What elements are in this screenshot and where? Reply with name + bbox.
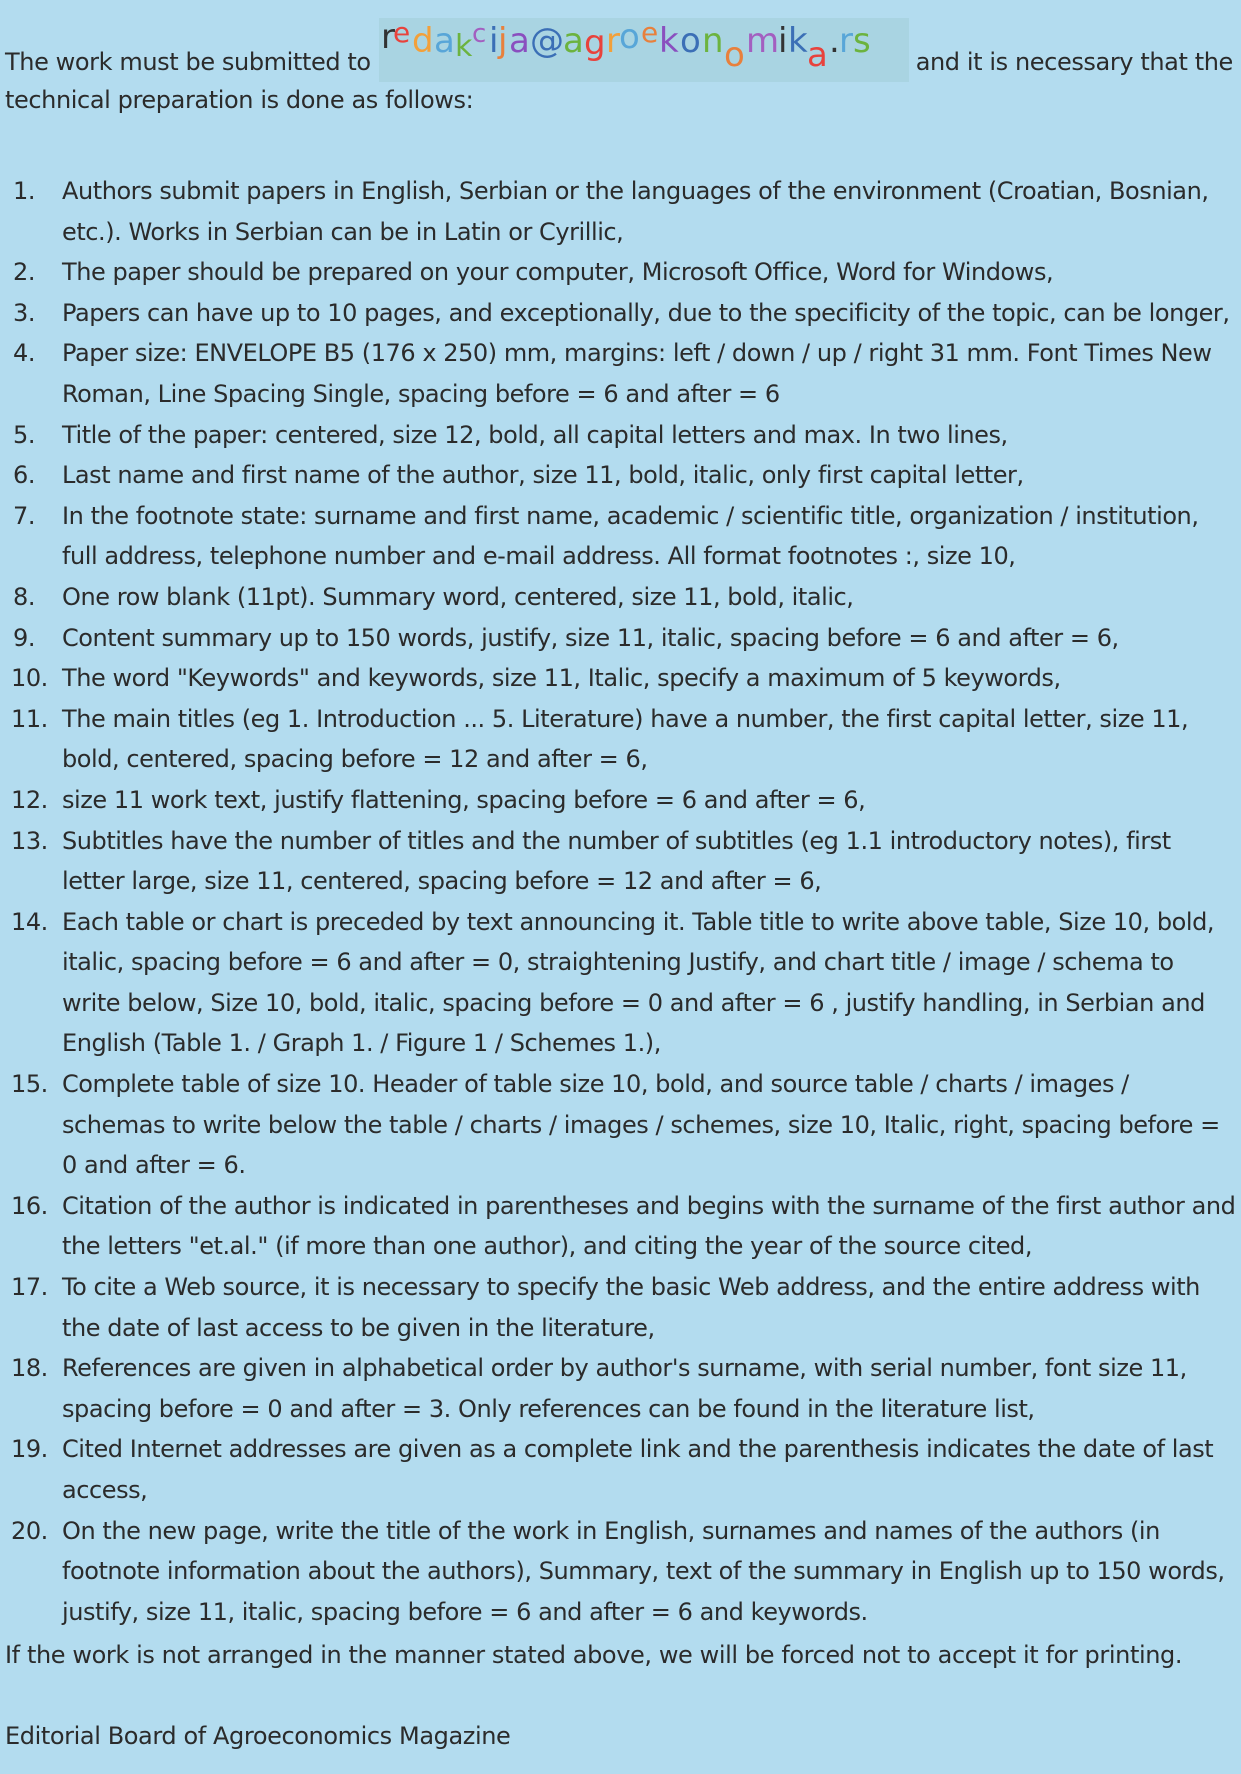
colorful-email-glyphs	[379, 18, 909, 82]
svg-text:o: o	[723, 35, 745, 75]
svg-text:o: o	[618, 18, 640, 57]
svg-text:k: k	[454, 29, 472, 64]
list-item	[0, 577, 1236, 618]
svg-text:c: c	[471, 19, 486, 49]
list-item-text: Paper size: ENVELOPE B5 (176 x 250) mm, margins: left / down / up / right 31 mm. Font Times New Roman, Line Spacing Single, spacing before = 6 and after = 6	[62, 339, 1212, 408]
list-item-text: On the new page, write the title of the work in English, surnames and names of the authors (in footnote information about the authors), Summary, text of the summary in English up to 150 words, justify, size 11, italic, spacing before = 6 and after = 6 and keywords.	[62, 1516, 1225, 1626]
list-item	[0, 1511, 1236, 1633]
list-item	[0, 1348, 1236, 1429]
list-item-number: 17.	[11, 1273, 48, 1302]
formatting-rules-list	[0, 171, 1236, 1632]
list-item-text: Each table or chart is preceded by text announcing it. Table title to write above table, Size 10, bold, italic, spacing before = 6 and after = 0, straightening Justify, and chart title / image / schema to write below, Size 10, bold, italic, spacing before = 0 and after = 6 , justify handling, in Serbian and English (Table 1. / Graph 1. / Figure 1 / Schemes 1.),	[62, 907, 1215, 1058]
list-item-number: 6.	[13, 461, 35, 490]
list-item	[0, 496, 1236, 577]
list-item-text: The paper should be prepared on your computer, Microsoft Office, Word for Windows,	[62, 258, 1054, 287]
list-item-number: 11.	[11, 704, 48, 733]
list-item-number: 3.	[13, 298, 35, 327]
list-item-number: 15.	[11, 1070, 48, 1099]
svg-text:r: r	[380, 18, 395, 57]
svg-text:m: m	[745, 21, 779, 61]
svg-text:a: a	[508, 21, 530, 61]
svg-text:i: i	[488, 21, 498, 61]
intro-line-1	[5, 14, 1235, 82]
intro-after-email: and it is necessary that the	[915, 48, 1233, 76]
svg-text:a: a	[433, 21, 455, 61]
svg-text:e: e	[392, 18, 410, 49]
list-item-number: 7.	[13, 501, 35, 530]
list-item-text: The main titles (eg 1. Introduction ... 5. Literature) have a number, the first capital letter, size 11, bold, centered, spacing before = 12 and after = 6,	[62, 704, 1189, 774]
list-item-text: Subtitles have the number of titles and the number of subtitles (eg 1.1 introductory notes), first letter large, size 11, centered, spacing before = 12 and after = 6,	[62, 826, 1171, 896]
list-item-number: 14.	[11, 907, 48, 936]
list-item	[0, 902, 1236, 1064]
list-item-text: Cited Internet addresses are given as a complete link and the parenthesis indicates the date of last access,	[62, 1435, 1214, 1504]
svg-text:a: a	[562, 21, 584, 61]
intro-line-2: technical preparation is done as follows:	[5, 86, 474, 114]
list-item	[0, 699, 1236, 780]
list-item-number: 12.	[11, 785, 48, 814]
list-item	[0, 1064, 1236, 1186]
svg-text:.: .	[828, 21, 840, 61]
svg-text:g: g	[583, 23, 605, 63]
list-item-number: 8.	[13, 582, 35, 611]
list-item-text: Citation of the author is indicated in parentheses and begins with the surname of the first author and the letters "et.al." (if more than one author), and citing the year of the source cited,	[62, 1191, 1236, 1261]
list-item-number: 16.	[11, 1191, 48, 1220]
list-item	[0, 171, 1236, 252]
list-item	[0, 252, 1236, 293]
svg-text:r: r	[605, 21, 620, 61]
list-item-number: 9.	[13, 623, 35, 652]
list-item	[0, 293, 1236, 334]
list-item-text: In the footnote state: surname and first name, academic / scientific title, organization / institution, full address, telephone number and e-mail address. All format footnotes :, size 10,	[62, 501, 1199, 571]
svg-text:i: i	[777, 21, 787, 61]
intro-paragraph	[5, 14, 1235, 120]
list-item-text: Papers can have up to 10 pages, and exceptionally, due to the specificity of the topic, can be longer,	[62, 298, 1230, 327]
list-item-number: 5.	[13, 420, 35, 449]
list-item-text: Last name and first name of the author, size 11, bold, italic, only first capital letter,	[62, 461, 1024, 490]
list-item-text: size 11 work text, justify flattening, spacing before = 6 and after = 6,	[62, 785, 866, 814]
list-item-text: The word "Keywords" and keywords, size 11, Italic, specify a maximum of 5 keywords,	[62, 664, 1061, 693]
list-item	[0, 415, 1236, 456]
svg-text:n: n	[701, 21, 723, 61]
list-item-number: 4.	[13, 339, 35, 368]
email-address-image[interactable]	[379, 18, 909, 82]
list-item-number: 2.	[13, 258, 35, 287]
list-item-text: Title of the paper: centered, size 12, bold, all capital letters and max. In two lines,	[62, 420, 1008, 449]
list-item-number: 20.	[11, 1516, 48, 1545]
list-item-text: Complete table of size 10. Header of table size 10, bold, and source table / charts / images / schemas to write below the table / charts / images / schemes, size 10, Italic, right, spacing before = 0 and after = 6.	[62, 1070, 1220, 1180]
list-item	[0, 1267, 1236, 1348]
list-item	[0, 455, 1236, 496]
list-item-number: 10.	[11, 664, 48, 693]
list-item-number: 18.	[11, 1354, 48, 1383]
svg-text:@: @	[529, 21, 564, 61]
list-item-number: 13.	[11, 826, 48, 855]
svg-text:a: a	[806, 35, 828, 75]
signature: Editorial Board of Agroeconomics Magazine	[5, 1722, 511, 1750]
list-item-number: 19.	[11, 1435, 48, 1464]
closing-note: If the work is not arranged in the manner stated above, we will be forced not to accept it for printing.	[5, 1641, 1183, 1669]
svg-text:d: d	[411, 21, 433, 61]
svg-text:k: k	[658, 21, 678, 61]
list-item	[0, 618, 1236, 659]
list-item-text: To cite a Web source, it is necessary to specify the basic Web address, and the entire address with the date of last access to be given in the literature,	[62, 1273, 1200, 1342]
list-item	[0, 821, 1236, 902]
list-item-number: 1.	[13, 177, 35, 205]
svg-text:r: r	[838, 21, 853, 61]
intro-before-email: The work must be submitted to	[5, 48, 371, 76]
list-item	[0, 333, 1236, 414]
list-item-text: One row blank (11pt). Summary word, centered, size 11, bold, italic,	[62, 582, 854, 611]
svg-text:e: e	[640, 18, 658, 49]
svg-text:j: j	[497, 21, 507, 61]
list-item	[0, 1429, 1236, 1510]
svg-text:s: s	[852, 21, 871, 61]
list-item-text: References are given in alphabetical order by author's surname, with serial number, font size 11, spacing before = 0 and after = 3. Only references can be found in the literature list,	[62, 1354, 1187, 1423]
svg-text:k: k	[787, 21, 807, 61]
list-item-text: Authors submit papers in English, Serbian or the languages of the environment (Croatian, Bosnian, etc.). Works in Serbian can be in Latin or Cyrillic,	[62, 177, 1209, 246]
list-item-text: Content summary up to 150 words, justify, size 11, italic, spacing before = 6 and after = 6,	[62, 623, 1119, 652]
list-item	[0, 1186, 1236, 1267]
svg-text:o: o	[679, 21, 701, 61]
list-item	[0, 658, 1236, 699]
list-item	[0, 780, 1236, 821]
